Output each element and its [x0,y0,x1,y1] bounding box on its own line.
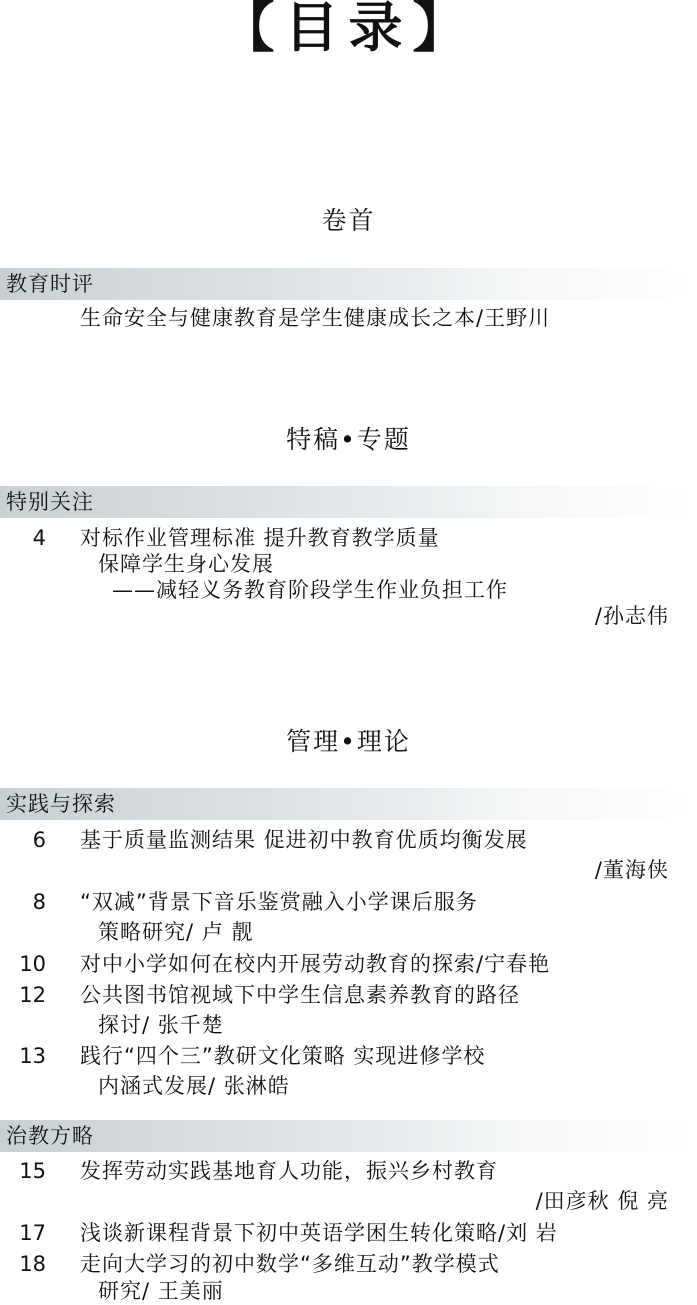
toc-entry-title[interactable]: 生命安全与健康教育是学生健康成长之本/王野川 [80,306,551,330]
column-bar-governance-strategy [0,1120,697,1152]
column-bar-practice-exploration [0,788,697,820]
column-bar-special-focus [0,486,697,518]
toc-entry-title-cont[interactable]: 研究/ 王美丽 [98,1279,224,1303]
toc-entry-title[interactable]: “双减”背景下音乐鉴赏融入小学课后服务 [80,890,478,914]
toc-page-number: 17 [19,1221,46,1245]
toc-page-number: 13 [19,1044,46,1068]
toc-entry-title-cont[interactable]: 策略研究/ 卢 靓 [98,920,254,944]
toc-entry-title[interactable]: 浅谈新课程背景下初中英语学困生转化策略/刘 岩 [80,1221,558,1245]
page-title: 【目录】 [220,0,477,59]
column-label: 教育时评 [6,272,94,296]
toc-page-number: 8 [32,890,46,914]
toc-entry-title-cont[interactable]: 保障学生身心发展 [98,552,274,576]
toc-entry-title[interactable]: 发挥劳动实践基地育人功能，振兴乡村教育 [80,1159,498,1183]
toc-page-number: 15 [19,1159,46,1183]
toc-entry-title[interactable]: 公共图书馆视域下中学生信息素养教育的路径 [80,983,520,1007]
section-heading-tegao: 特稿•专题 [286,425,411,454]
toc-page-number: 12 [19,983,46,1007]
toc-entry-subtitle[interactable]: ——减轻义务教育阶段学生作业负担工作 [112,578,508,602]
column-label: 治教方略 [6,1124,94,1148]
toc-page-number: 18 [19,1252,46,1276]
toc-page-number: 10 [19,952,46,976]
toc-page-number: 6 [32,828,46,852]
toc-entry-title[interactable]: 基于质量监测结果 促进初中教育优质均衡发展 [80,828,528,852]
column-label: 特别关注 [6,490,94,514]
toc-entry-title-cont[interactable]: 探讨/ 张千楚 [98,1013,224,1037]
toc-entry-title-cont[interactable]: 内涵式发展/ 张淋皓 [98,1074,290,1098]
toc-entry-title[interactable]: 走向大学习的初中数学“多维互动”教学模式 [80,1252,500,1276]
toc-entry-title[interactable]: 对中小学如何在校内开展劳动教育的探索/宁春艳 [80,952,551,976]
toc-entry-title[interactable]: 对标作业管理标准 提升教育教学质量 [80,526,440,550]
section-heading-guanli: 管理•理论 [286,727,411,756]
toc-page-number: 4 [32,526,46,550]
toc-entry-title[interactable]: 践行“四个三”教研文化策略 实现进修学校 [80,1044,486,1068]
toc-entry-author: /董海侠 [594,858,669,882]
section-heading-juanshou: 卷首 [321,206,376,235]
toc-entry-author: /田彦秋 倪 亮 [535,1189,669,1213]
column-label: 实践与探索 [6,792,116,816]
toc-entry-author: /孙志伟 [594,604,669,628]
column-bar-education-review [0,268,697,300]
